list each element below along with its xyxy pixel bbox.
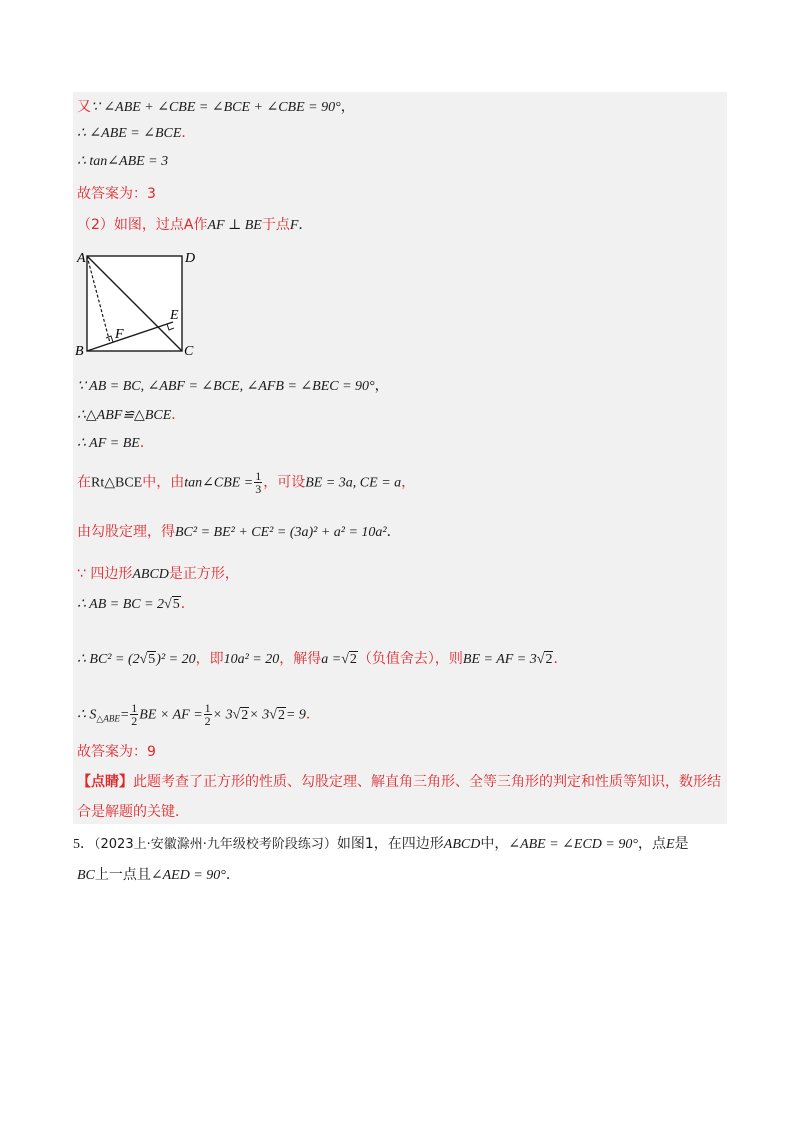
label-b: B	[75, 344, 84, 359]
solution-line-13: ∴ BC² = (2√5)² = 20，即10a² = 20，解得a =√2（负值舍去），则BE = AF = 3√2．	[77, 651, 568, 667]
answer-line-1: 故答案为：3	[77, 186, 156, 202]
solution-line-12: ∴ AB = BC = 2√5．	[77, 596, 195, 612]
fraction-one-half-2: $\frac{1}{2}$	[204, 701, 211, 728]
solution-line-9: 在Rt△BCE中，由tan∠CBE = $\frac{1}{3}$ ，可设BE = 3a, CE = a，	[77, 469, 416, 496]
fraction-one-third: $\frac{1}{3}$	[255, 469, 262, 496]
solution-line-1: 又∵ ∠ABE + ∠CBE = ∠BCE + ∠CBE = 90°，	[77, 99, 355, 115]
solution-line-11: ∵ 四边形ABCD是正方形，	[77, 566, 239, 582]
solution-line-10: 由勾股定理，得BC² = BE² + CE² = (3a)² + a² = 10a²．	[77, 524, 401, 540]
question5-line-2: BC上一点且∠AED = 90°．	[77, 867, 240, 883]
solution-line-7: ∴△ABF≌△BCE．	[77, 407, 186, 423]
solution-line-6: ∵ AB = BC, ∠ABF = ∠BCE, ∠AFB = ∠BEC = 90°，	[77, 378, 389, 394]
part2-line: （2）如图，过点A作AF ⊥ BE于点F．	[77, 217, 313, 233]
solution-line-3: ∴ tan∠ABE = 3	[77, 154, 169, 169]
label-a: A	[77, 251, 86, 266]
solution-line-2: ∴ ∠ABE = ∠BCE．	[77, 125, 196, 141]
solution-line-8: ∴ AF = BE．	[77, 435, 154, 451]
answer-line-2: 故答案为：9	[77, 744, 156, 760]
question5-line-1: 5．（2023上·安徽滁州·九年级校考阶段练习）如图1，在四边形ABCD中，∠ABE = ∠ECD = 90°，点E是	[73, 836, 689, 852]
label-c: C	[184, 344, 194, 359]
label-d: D	[185, 251, 196, 266]
comment-line-1: 【点睛】此题考查了正方形的性质、勾股定理、解直角三角形、全等三角形的判定和性质等知识，数形结	[77, 774, 721, 790]
comment-line-2: 合是解题的关键．	[77, 804, 189, 820]
label-e: E	[170, 308, 179, 323]
label-f: F	[115, 327, 124, 342]
fraction-one-half: $\frac{1}{2}$	[131, 701, 138, 728]
solution-line-14: ∴ $S_{\triangle ABE}=$ $\frac{1}{2}$ BE × AF = $\frac{1}{2}$ × 3√2× 3√2= 9．	[77, 701, 320, 728]
square-figure	[77, 246, 207, 358]
